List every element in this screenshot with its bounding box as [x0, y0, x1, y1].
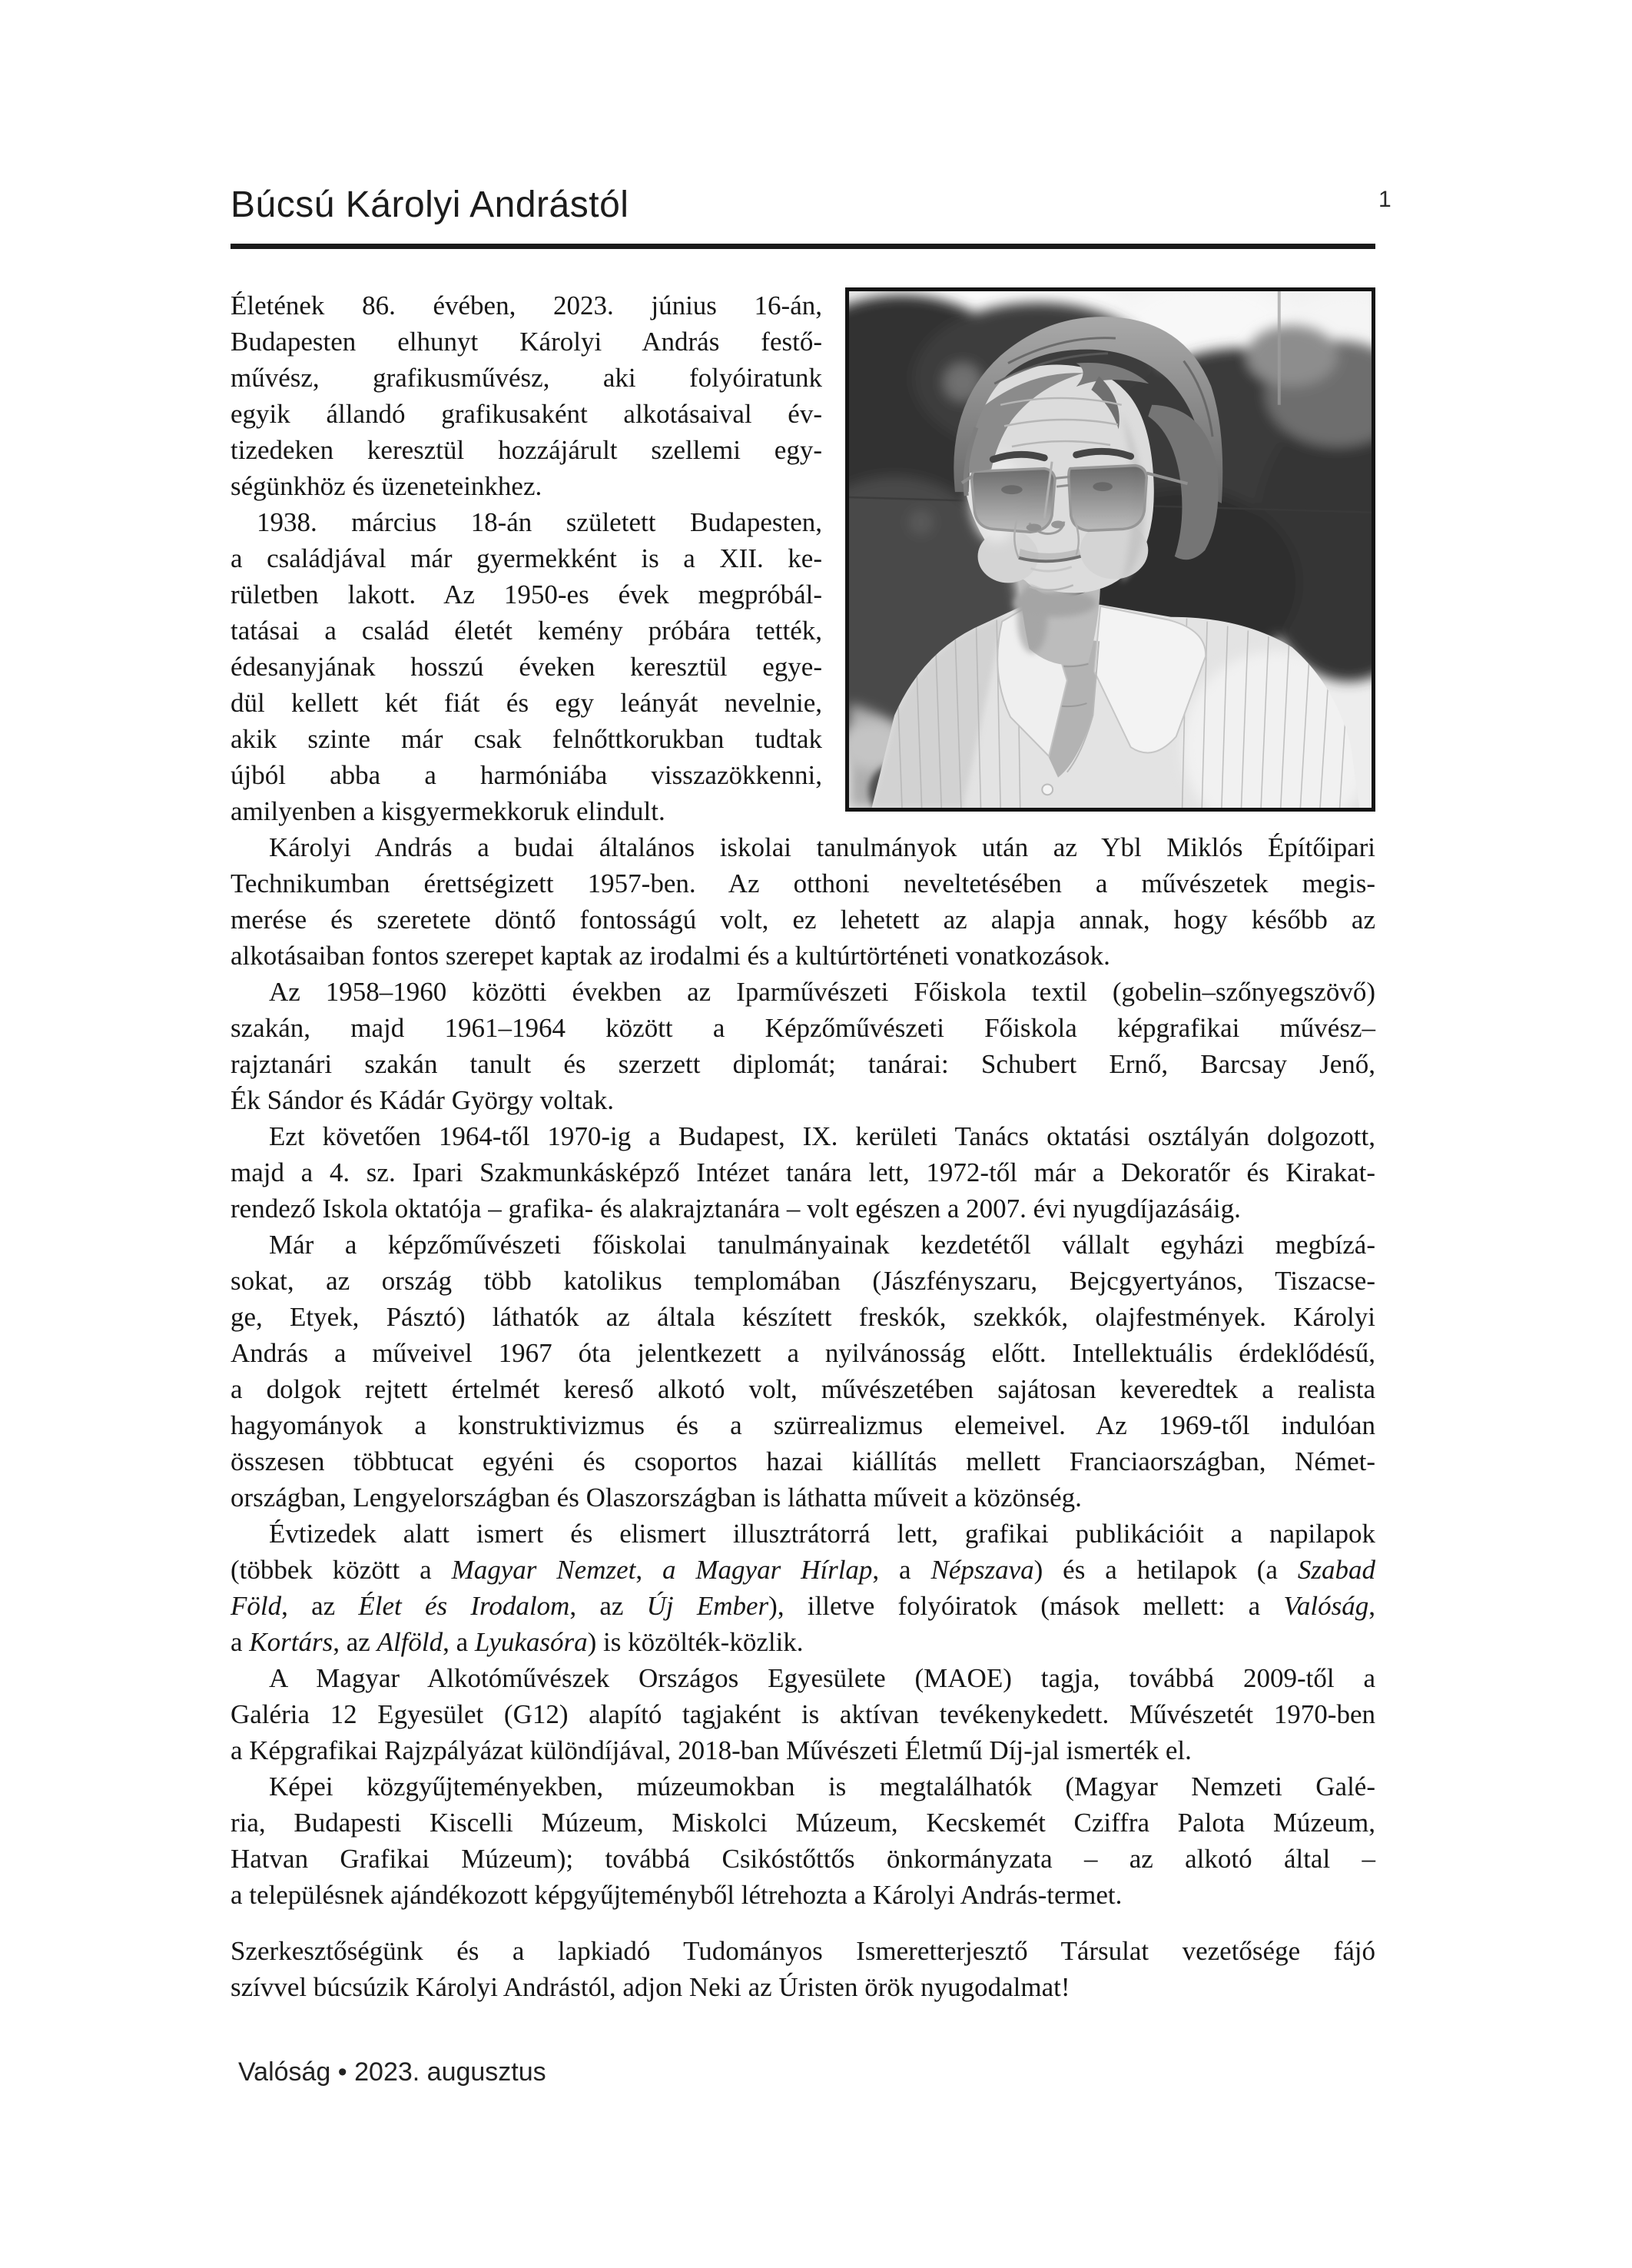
paragraph: [231, 1227, 1375, 1516]
text-line: (többek között a Magyar Nemzet, a Magyar Hírlap, a Népszava) és a hetilapok (a Szabad: [231, 1555, 1375, 1585]
text-line: sokat, az ország több katolikus templomában (Jászfényszaru, Bejcgyertyános, Tiszacse-: [231, 1266, 1375, 1296]
text-line: Évtizedek alatt ismert és elismert illusztrátorrá lett, grafikai publikációit a napilapok: [269, 1519, 1375, 1549]
text-line: ria, Budapesti Kiscelli Múzeum, Miskolci Múzeum, Kecskemét Cziffra Palota Múzeum,: [231, 1808, 1375, 1838]
text-line: Képei közgyűjteményekben, múzeumokban is megtalálhatók (Magyar Nemzeti Galé-: [269, 1772, 1375, 1801]
portrait-photo-illustration: [849, 291, 1372, 808]
text-line: Az 1958–1960 közötti években az Iparművészeti Főiskola textil (gobelin–szőnyegszövő): [269, 977, 1375, 1007]
intro-column: [231, 287, 822, 829]
text-line: Életének 86. évében, 2023. június 16-án,: [231, 291, 822, 320]
paragraph: [231, 1933, 1375, 2005]
portrait-photo: [845, 287, 1375, 812]
paragraph: [231, 1768, 1375, 1913]
closing-paragraph: [231, 1933, 1375, 2005]
paragraph: [231, 1660, 1375, 1768]
text-line: a családjával már gyermekként is a XII. ke-: [231, 543, 822, 573]
text-line: Technikumban érettségizett 1957-ben. Az otthoni neveltetésében a művészetek megis-: [231, 868, 1375, 898]
text-line: a Kortárs, az Alföld, a Lyukasóra) is közölték-közlik.: [231, 1627, 804, 1657]
article-body: [231, 829, 1375, 1913]
text-line: művész, grafikusművész, aki folyóiratunk: [231, 363, 822, 393]
title-rule: [231, 244, 1375, 249]
text-line: amilyenben a kisgyermekkoruk elindult.: [231, 796, 665, 826]
paragraph: [231, 287, 822, 504]
text-line: András a műveivel 1967 óta jelentkezett a nyilvánosság előtt. Intellektuális érdeklődésű,: [231, 1338, 1375, 1368]
text-line: akik szinte már csak felnőttkorukban tudtak: [231, 724, 822, 754]
text-line: a dolgok rejtett értelmét kereső alkotó volt, művészetében sajátosan keveredtek a realista: [231, 1374, 1375, 1404]
page-title: Búcsú Károlyi Andrástól: [231, 184, 629, 225]
text-line: egyik állandó grafikusaként alkotásaival év-: [231, 399, 822, 429]
journal-footer: Valóság • 2023. augusztus: [238, 2057, 546, 2087]
paragraph: [231, 504, 822, 829]
text-line: országban, Lengyelországban és Olaszországban is láthatta műveit a közönség.: [231, 1483, 1082, 1513]
text-line: Károlyi András a budai általános iskolai tanulmányok után az Ybl Miklós Építőipari: [269, 832, 1375, 862]
text-line: ge, Etyek, Pásztó) láthatók az általa készített freskók, szekkók, olajfestmények. Károlyi: [231, 1302, 1375, 1332]
paragraph: [231, 974, 1375, 1118]
paragraph: [231, 1516, 1375, 1660]
text-line: Már a képzőművészeti főiskolai tanulmányainak kezdetétől vállalt egyházi megbízá-: [269, 1230, 1375, 1260]
intro-row: [231, 287, 1375, 829]
text-line: A Magyar Alkotóművészek Országos Egyesülete (MAOE) tagja, továbbá 2009-től a: [269, 1663, 1375, 1693]
text-line: tizedeken keresztül hozzájárult szellemi egy-: [231, 435, 822, 465]
text-line: rületben lakott. Az 1950-es évek megpróbál-: [231, 579, 822, 609]
text-line: Föld, az Élet és Irodalom, az Új Ember), illetve folyóiratok (mások mellett: a Valóság,: [231, 1591, 1376, 1621]
text-line: Szerkesztőségünk és a lapkiadó Tudományos Ismeretterjesztő Társulat vezetősége fájó: [231, 1936, 1375, 1966]
text-line: szívvel búcsúzik Károlyi Andrástól, adjon Neki az Úristen örök nyugodalmat!: [231, 1972, 1070, 2002]
text-line: összesen többtucat egyéni és csoportos hazai kiállítás mellett Franciaországban, Német-: [231, 1446, 1375, 1476]
text-line: dül kellett két fiát és egy leányát nevelnie,: [231, 688, 822, 718]
page-number: 1: [1378, 187, 1392, 212]
text-line: a Képgrafikai Rajzpályázat különdíjával, 2018-ban Művészeti Életmű Díj-jal ismerték el.: [231, 1735, 1192, 1765]
text-line: Ék Sándor és Kádár György voltak.: [231, 1085, 614, 1115]
paragraph: [231, 829, 1375, 974]
text-line: alkotásaiban fontos szerepet kaptak az irodalmi és a kultúrtörténeti vonatkozások.: [231, 941, 1110, 971]
text-line: majd a 4. sz. Ipari Szakmunkásképző Intézet tanára lett, 1972-től már a Dekoratőr és Kirakat-: [231, 1157, 1375, 1187]
text-line: hagyományok a konstruktivizmus és a szürrealizmus elemeivel. Az 1969-től indulóan: [231, 1410, 1375, 1440]
text-line: ségünkhöz és üzeneteinkhez.: [231, 471, 542, 501]
paragraph: [231, 1118, 1375, 1227]
text-line: merése és szeretete döntő fontosságú volt, ez lehetett az alapja annak, hogy később az: [231, 905, 1375, 935]
article-header: [231, 182, 1392, 234]
text-line: újból abba a harmóniába visszazökkenni,: [231, 760, 822, 790]
text-line: édesanyjának hosszú éveken keresztül egye-: [231, 652, 822, 682]
text-line: Budapesten elhunyt Károlyi András festő-: [231, 327, 822, 357]
text-line: Hatvan Grafikai Múzeum); továbbá Csikóstőttős önkormányzata – az alkotó által –: [231, 1844, 1375, 1874]
text-line: Galéria 12 Egyesület (G12) alapító tagjaként is aktívan tevékenykedett. Művészetét 1970-ben: [231, 1699, 1375, 1729]
page-content: [231, 182, 1392, 2005]
text-line: 1938. március 18-án született Budapesten,: [257, 507, 822, 537]
text-line: rendező Iskola oktatója – grafika- és alakrajztanára – volt egészen a 2007. évi nyugdíjazásáig.: [231, 1194, 1241, 1224]
text-line: rajztanári szakán tanult és szerzett diplomát; tanárai: Schubert Ernő, Barcsay Jenő,: [231, 1049, 1375, 1079]
text-line: Ezt követően 1964-től 1970-ig a Budapest, IX. kerületi Tanács oktatási osztályán dolgozott,: [269, 1121, 1375, 1151]
text-line: a településnek ajándékozott képgyűjteményből létrehozta a Károlyi András-termet.: [231, 1880, 1123, 1910]
text-line: szakán, majd 1961–1964 között a Képzőművészeti Főiskola képgrafikai művész–: [231, 1013, 1375, 1043]
text-line: tatásai a család életét kemény próbára tették,: [231, 616, 822, 646]
